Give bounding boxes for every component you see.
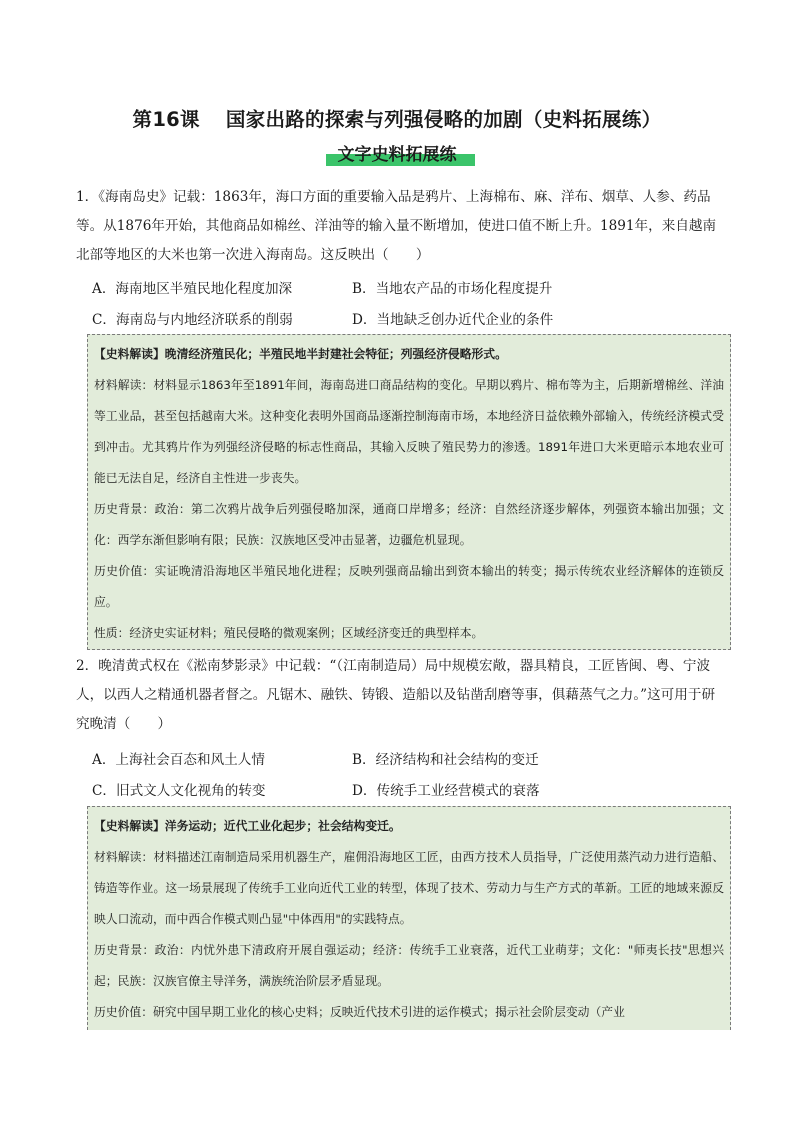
section-header — [0, 143, 794, 167]
analysis-nature: 性质：经济史实证材料；殖民侵略的微观案例；区域经济变迁的典型样本。 — [94, 626, 484, 640]
option-d[interactable]: D．当地缺乏创办近代企业的条件 — [352, 312, 554, 328]
option-c[interactable]: C．旧式文人文化视角的转变 — [92, 783, 266, 799]
question-2-stem: 2．晚清黄式权在《淞南梦影录》中记载：“（江南制造局）局中规模宏敞，器具精良，工匠皆闽、粤、宁波人，以西人之精通机器者督之。凡锯木、融铁、铸锻、造船以及钻凿刮磨等事，俱藉蒸气之力。”这可用于研究晚清（ ） — [76, 658, 716, 732]
option-a[interactable]: A．海南地区半殖民地化程度加深 — [92, 281, 293, 297]
option-a[interactable]: A．上海社会百态和风土人情 — [92, 752, 265, 768]
page-title — [0, 104, 794, 132]
option-c[interactable]: C．海南岛与内地经济联系的削弱 — [92, 312, 293, 328]
lesson-title: 国家出路的探索与列强侵略的加剧（史料拓展练） — [225, 108, 662, 131]
analysis-material: 材料解读：材料显示1863年至1891年间，海南岛进口商品结构的变化。早期以鸦片、棉布等为主，后期新增棉丝、洋油等工业品，甚至包括越南大米。这种变化表明外国商品逐渐控制海南市场，本地经济日益依赖外部输入，传统经济模式受到冲击。尤其鸦片作为列强经济侵略的标志性商品，其输入反映了殖民势力的渗透。1891年进口大米更暗示本地农业可能已无法自足，经济自主性进一步丧失。 — [94, 378, 724, 485]
question-2 — [76, 652, 724, 739]
option-b[interactable]: B．当地农产品的市场化程度提升 — [352, 281, 553, 297]
question-2-options — [92, 745, 732, 807]
question-1-options — [92, 274, 732, 336]
analysis-value: 历史价值：实证晚清沿海地区半殖民地化进程；反映列强商品输出到资本输出的转变；揭示传统农业经济解体的连锁反应。 — [94, 564, 724, 609]
option-b[interactable]: B．经济结构和社会结构的变迁 — [352, 752, 539, 768]
question-1-analysis-box — [87, 334, 731, 650]
option-d[interactable]: D．传统手工业经营模式的衰落 — [352, 783, 540, 799]
question-2-analysis-box — [87, 806, 731, 1030]
analysis-heading: 【史料解读】洋务运动；近代工业化起步；社会结构变迁。 — [94, 819, 401, 833]
analysis-material: 材料解读：材料描述江南制造局采用机器生产，雇佣沿海地区工匠，由西方技术人员指导，广泛使用蒸汽动力进行造船、铸造等作业。这一场景展现了传统手工业向近代工业的转型，体现了技术、劳动力与生产方式的革新。工匠的地域来源反映人口流动，而中西合作模式则凸显"中体西用"的实践特点。 — [94, 850, 724, 926]
section-title: 文字史料拓展练 — [328, 143, 467, 167]
analysis-heading: 【史料解读】晚清经济殖民化；半殖民地半封建社会特征；列强经济侵略形式。 — [94, 347, 507, 361]
question-1 — [76, 183, 724, 270]
analysis-value: 历史价值：研究中国早期工业化的核心史料；反映近代技术引进的运作模式；揭示社会阶层变动（产业 — [94, 1005, 625, 1019]
lesson-number: 第16课 — [132, 108, 200, 131]
analysis-background: 历史背景：政治：第二次鸦片战争后列强侵略加深，通商口岸增多；经济：自然经济逐步解体，列强资本输出加强；文化：西学东渐但影响有限；民族：汉族地区受冲击显著，边疆危机显现。 — [94, 502, 724, 547]
analysis-background: 历史背景：政治：内忧外患下清政府开展自强运动；经济：传统手工业衰落，近代工业萌芽；文化："师夷长技"思想兴起；民族：汉族官僚主导洋务，满族统治阶层矛盾显现。 — [94, 943, 724, 988]
question-1-stem: 1．《海南岛史》记载：1863年，海口方面的重要输入品是鸦片、上海棉布、麻、洋布、烟草、人参、药品等。从1876年开始，其他商品如棉丝、洋油等的输入量不断增加，使进口值不断上升。1891年，来自越南北部等地区的大米也第一次进入海南岛。这反映出（ ） — [76, 189, 717, 263]
